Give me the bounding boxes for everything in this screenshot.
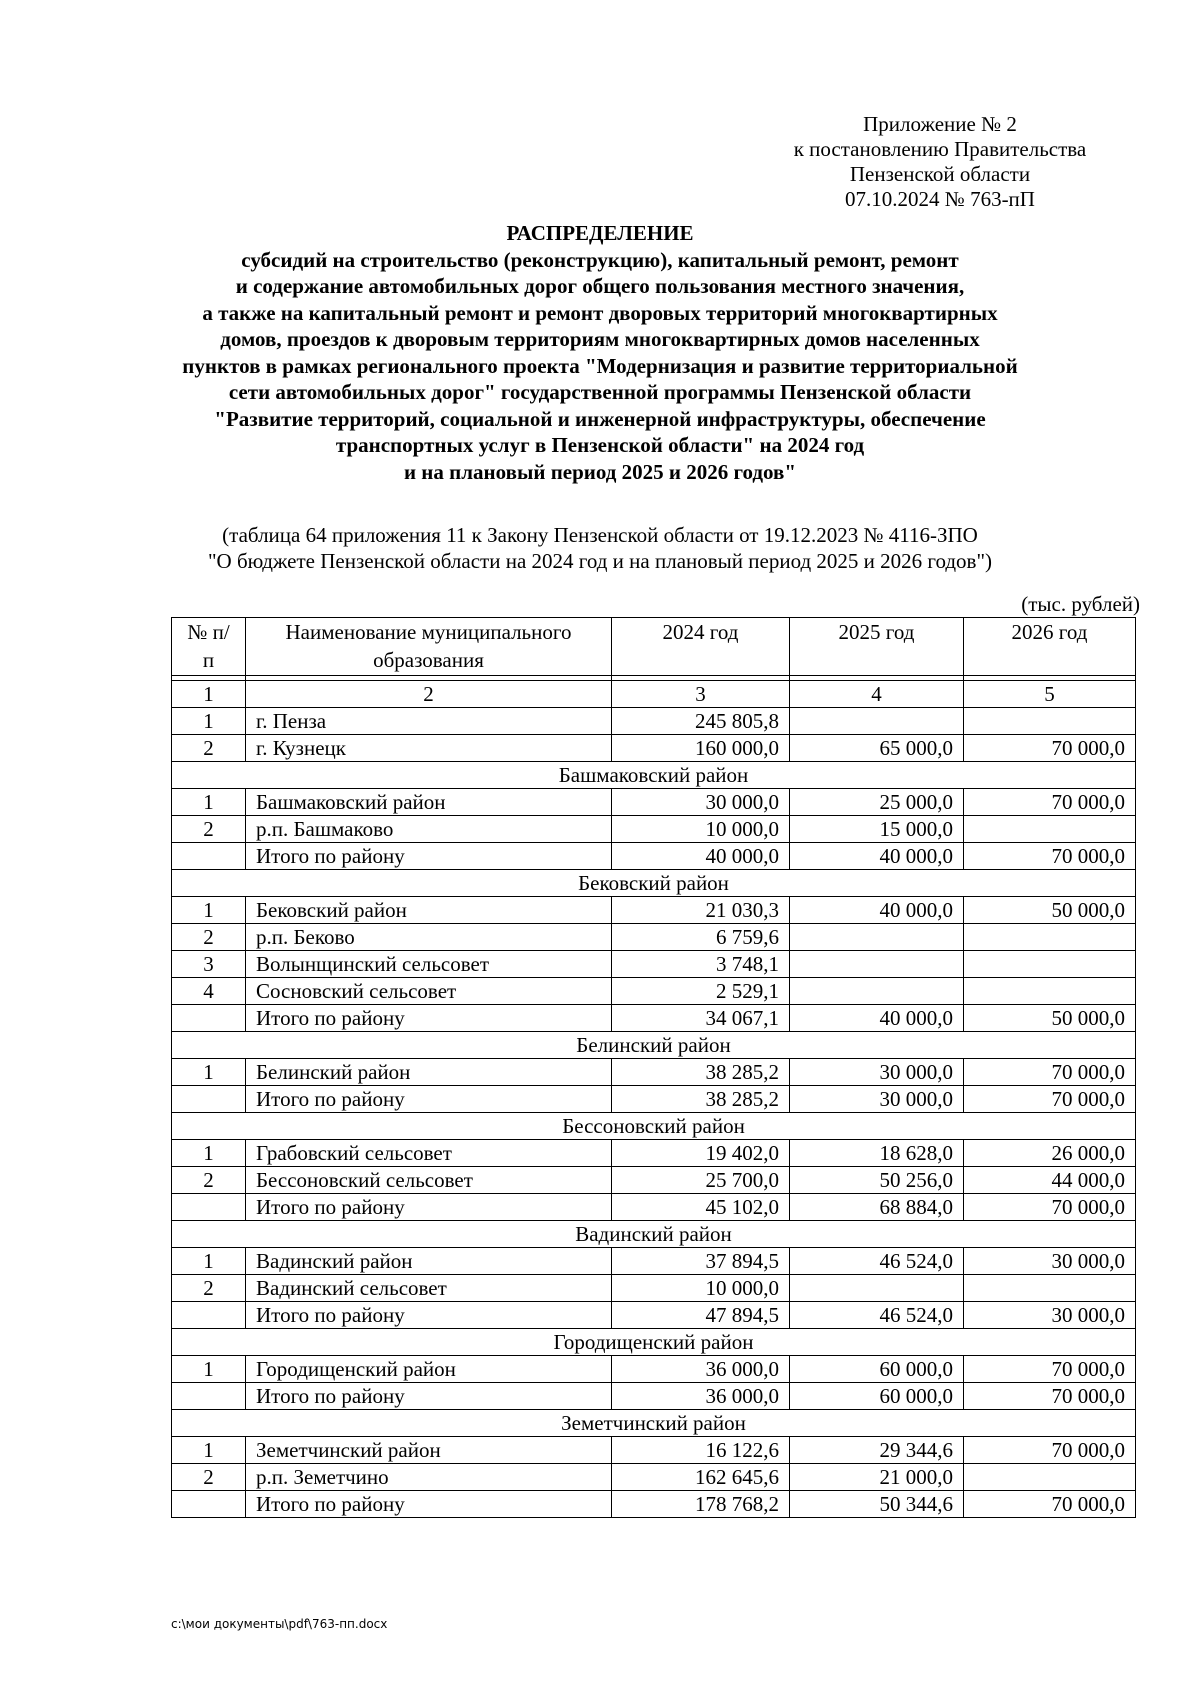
row-number: 2 — [172, 816, 246, 843]
district-total-row — [172, 843, 1136, 870]
value-2024: 162 645,6 — [612, 1464, 790, 1491]
table-row — [172, 1275, 1136, 1302]
value-2026 — [964, 708, 1136, 735]
column-number-row — [172, 681, 1136, 708]
district-section-row — [172, 1329, 1136, 1356]
value-2025: 60 000,0 — [790, 1356, 964, 1383]
table-row — [172, 951, 1136, 978]
row-number — [172, 1302, 246, 1329]
district-name: Бековский район — [172, 870, 1136, 897]
value-2025: 40 000,0 — [790, 843, 964, 870]
row-number: 2 — [172, 1464, 246, 1491]
table-row — [172, 708, 1136, 735]
column-number: 3 — [612, 681, 790, 708]
municipality-name: Башмаковский район — [246, 789, 612, 816]
value-2026: 50 000,0 — [964, 1005, 1136, 1032]
value-2026: 70 000,0 — [964, 789, 1136, 816]
row-number: 4 — [172, 978, 246, 1005]
district-section-row — [172, 1221, 1136, 1248]
value-2025: 50 344,6 — [790, 1491, 964, 1518]
municipality-name: Белинский район — [246, 1059, 612, 1086]
value-2025: 30 000,0 — [790, 1059, 964, 1086]
municipality-name: Волынщинский сельсовет — [246, 951, 612, 978]
municipality-name: Вадинский район — [246, 1248, 612, 1275]
approval-stamp — [760, 112, 1120, 212]
municipality-name: Итого по району — [246, 1302, 612, 1329]
value-2025: 68 884,0 — [790, 1194, 964, 1221]
approval-line: Пензенской области — [849, 162, 1031, 186]
value-2025 — [790, 924, 964, 951]
row-number: 1 — [172, 1059, 246, 1086]
district-section-row — [172, 1113, 1136, 1140]
table-row — [172, 735, 1136, 762]
row-number: 1 — [172, 1140, 246, 1167]
district-name: Вадинский район — [172, 1221, 1136, 1248]
municipality-name: р.п. Беково — [246, 924, 612, 951]
district-total-row — [172, 1086, 1136, 1113]
row-number: 2 — [172, 1167, 246, 1194]
municipality-name: Грабовский сельсовет — [246, 1140, 612, 1167]
value-2025: 25 000,0 — [790, 789, 964, 816]
row-number: 2 — [172, 735, 246, 762]
value-2024: 10 000,0 — [612, 1275, 790, 1302]
municipality-name: Итого по району — [246, 1086, 612, 1113]
subsidy-table — [171, 617, 1136, 1518]
value-2024: 36 000,0 — [612, 1356, 790, 1383]
document-title — [150, 220, 1050, 485]
municipality-name: Итого по району — [246, 1491, 612, 1518]
value-2026: 70 000,0 — [964, 735, 1136, 762]
value-2025: 18 628,0 — [790, 1140, 964, 1167]
municipality-name: р.п. Земетчино — [246, 1464, 612, 1491]
header-num: № п/п — [172, 618, 246, 676]
municipality-name: Итого по району — [246, 843, 612, 870]
approval-line: Приложение № 2 — [863, 112, 1017, 136]
value-2024: 38 285,2 — [612, 1086, 790, 1113]
row-number: 1 — [172, 708, 246, 735]
value-2026 — [964, 1275, 1136, 1302]
value-2024: 47 894,5 — [612, 1302, 790, 1329]
municipality-name: Городищенский район — [246, 1356, 612, 1383]
row-number — [172, 1491, 246, 1518]
value-2024: 36 000,0 — [612, 1383, 790, 1410]
value-2026: 30 000,0 — [964, 1248, 1136, 1275]
municipality-name: Бессоновский сельсовет — [246, 1167, 612, 1194]
row-number: 1 — [172, 1356, 246, 1383]
value-2025: 29 344,6 — [790, 1437, 964, 1464]
value-2026: 30 000,0 — [964, 1302, 1136, 1329]
value-2024: 21 030,3 — [612, 897, 790, 924]
value-2025: 15 000,0 — [790, 816, 964, 843]
header-2026: 2026 год — [964, 618, 1136, 676]
value-2026 — [964, 1464, 1136, 1491]
district-total-row — [172, 1491, 1136, 1518]
value-2024: 34 067,1 — [612, 1005, 790, 1032]
table-row — [172, 1248, 1136, 1275]
value-2025: 46 524,0 — [790, 1302, 964, 1329]
district-name: Городищенский район — [172, 1329, 1136, 1356]
column-number: 1 — [172, 681, 246, 708]
title-line: сети автомобильных дорог" государственной программы Пензенской области — [228, 380, 972, 404]
title-line: пунктов в рамках регионального проекта "Модернизация и развитие территориальной — [182, 353, 1018, 378]
row-number — [172, 1005, 246, 1032]
value-2026 — [964, 951, 1136, 978]
municipality-name: г. Кузнецк — [246, 735, 612, 762]
row-number: 1 — [172, 1437, 246, 1464]
value-2026: 70 000,0 — [964, 1491, 1136, 1518]
approval-line: 07.10.2024 № 763-пП — [845, 187, 1035, 211]
table-row — [172, 1140, 1136, 1167]
value-2026: 70 000,0 — [964, 1086, 1136, 1113]
table-row — [172, 924, 1136, 951]
title-line: и содержание автомобильных дорог общего пользования местного значения, — [235, 274, 965, 298]
value-2024: 19 402,0 — [612, 1140, 790, 1167]
row-number: 3 — [172, 951, 246, 978]
row-number: 1 — [172, 789, 246, 816]
value-2024: 245 805,8 — [612, 708, 790, 735]
value-2026: 70 000,0 — [964, 1356, 1136, 1383]
value-2025: 60 000,0 — [790, 1383, 964, 1410]
value-2024: 6 759,6 — [612, 924, 790, 951]
district-total-row — [172, 1302, 1136, 1329]
municipality-name: Итого по району — [246, 1005, 612, 1032]
title-line: субсидий на строительство (реконструкцию), капитальный ремонт, ремонт — [241, 247, 959, 272]
row-number — [172, 1383, 246, 1410]
units-label: (тыс. рублей) — [1021, 592, 1140, 616]
value-2025: 65 000,0 — [790, 735, 964, 762]
table-row — [172, 1356, 1136, 1383]
value-2025: 46 524,0 — [790, 1248, 964, 1275]
district-section-row — [172, 1410, 1136, 1437]
value-2024: 37 894,5 — [612, 1248, 790, 1275]
municipality-name: Итого по району — [246, 1383, 612, 1410]
approval-line: к постановлению Правительства — [793, 137, 1087, 161]
value-2025 — [790, 978, 964, 1005]
table-row — [172, 1464, 1136, 1491]
district-total-row — [172, 1005, 1136, 1032]
row-number — [172, 1194, 246, 1221]
value-2024: 3 748,1 — [612, 951, 790, 978]
district-total-row — [172, 1383, 1136, 1410]
value-2024: 2 529,1 — [612, 978, 790, 1005]
row-number — [172, 1086, 246, 1113]
table-row — [172, 1167, 1136, 1194]
municipality-name: Итого по району — [246, 1194, 612, 1221]
title-line: домов, проездов к дворовым территориям многоквартирных домов населенных — [220, 327, 980, 351]
source-note-line: (таблица 64 приложения 11 к Закону Пензенской области от 19.12.2023 № 4116-ЗПО — [222, 523, 978, 547]
value-2024: 40 000,0 — [612, 843, 790, 870]
value-2026: 50 000,0 — [964, 897, 1136, 924]
district-section-row — [172, 1032, 1136, 1059]
row-number: 1 — [172, 897, 246, 924]
value-2024: 16 122,6 — [612, 1437, 790, 1464]
file-path-footer: c:\мои документы\pdf\763-пп.docx — [171, 1617, 388, 1631]
table-row — [172, 1437, 1136, 1464]
row-number: 2 — [172, 1275, 246, 1302]
value-2024: 178 768,2 — [612, 1491, 790, 1518]
table-header-row — [172, 618, 1136, 676]
value-2025 — [790, 1275, 964, 1302]
value-2025: 40 000,0 — [790, 897, 964, 924]
row-number: 2 — [172, 924, 246, 951]
value-2025: 30 000,0 — [790, 1086, 964, 1113]
value-2025: 21 000,0 — [790, 1464, 964, 1491]
value-2026: 70 000,0 — [964, 1383, 1136, 1410]
table-row — [172, 1059, 1136, 1086]
district-name: Башмаковский район — [172, 762, 1136, 789]
value-2025 — [790, 708, 964, 735]
municipality-name: Вадинский сельсовет — [246, 1275, 612, 1302]
table-row — [172, 978, 1136, 1005]
value-2024: 30 000,0 — [612, 789, 790, 816]
value-2026: 70 000,0 — [964, 1194, 1136, 1221]
value-2025: 40 000,0 — [790, 1005, 964, 1032]
municipality-name: Земетчинский район — [246, 1437, 612, 1464]
column-number: 5 — [964, 681, 1136, 708]
table-row — [172, 897, 1136, 924]
value-2026: 70 000,0 — [964, 843, 1136, 870]
value-2024: 10 000,0 — [612, 816, 790, 843]
value-2025 — [790, 951, 964, 978]
row-number — [172, 843, 246, 870]
municipality-name: Бековский район — [246, 897, 612, 924]
source-note-line: "О бюджете Пензенской области на 2024 год и на плановый период 2025 и 2026 годов") — [207, 549, 993, 573]
title-line: и на плановый период 2025 и 2026 годов" — [403, 459, 797, 484]
value-2024: 45 102,0 — [612, 1194, 790, 1221]
title-line: "Развитие территорий, социальной и инженерной инфраструктуры, обеспечение — [214, 406, 986, 431]
table-row — [172, 789, 1136, 816]
header-2024: 2024 год — [612, 618, 790, 676]
district-total-row — [172, 1194, 1136, 1221]
header-name: Наименование муниципального образования — [246, 618, 612, 676]
municipality-name: Сосновский сельсовет — [246, 978, 612, 1005]
district-name: Бессоновский район — [172, 1113, 1136, 1140]
title-line: а также на капитальный ремонт и ремонт дворовых территорий многоквартирных — [202, 300, 998, 325]
header-2025: 2025 год — [790, 618, 964, 676]
municipality-name: р.п. Башмаково — [246, 816, 612, 843]
value-2024: 25 700,0 — [612, 1167, 790, 1194]
municipality-name: г. Пенза — [246, 708, 612, 735]
column-number: 2 — [246, 681, 612, 708]
value-2025: 50 256,0 — [790, 1167, 964, 1194]
table-row — [172, 816, 1136, 843]
source-note — [150, 522, 1050, 574]
district-section-row — [172, 762, 1136, 789]
value-2026 — [964, 924, 1136, 951]
row-number: 1 — [172, 1248, 246, 1275]
title-line: транспортных услуг в Пензенской области" на 2024 год — [335, 433, 865, 457]
district-name: Белинский район — [172, 1032, 1136, 1059]
value-2026 — [964, 978, 1136, 1005]
district-name: Земетчинский район — [172, 1410, 1136, 1437]
value-2026: 44 000,0 — [964, 1167, 1136, 1194]
value-2026: 26 000,0 — [964, 1140, 1136, 1167]
title-heading: РАСПРЕДЕЛЕНИЕ — [506, 221, 694, 245]
value-2026: 70 000,0 — [964, 1437, 1136, 1464]
column-number: 4 — [790, 681, 964, 708]
district-section-row — [172, 870, 1136, 897]
value-2026: 70 000,0 — [964, 1059, 1136, 1086]
value-2026 — [964, 816, 1136, 843]
value-2024: 38 285,2 — [612, 1059, 790, 1086]
value-2024: 160 000,0 — [612, 735, 790, 762]
